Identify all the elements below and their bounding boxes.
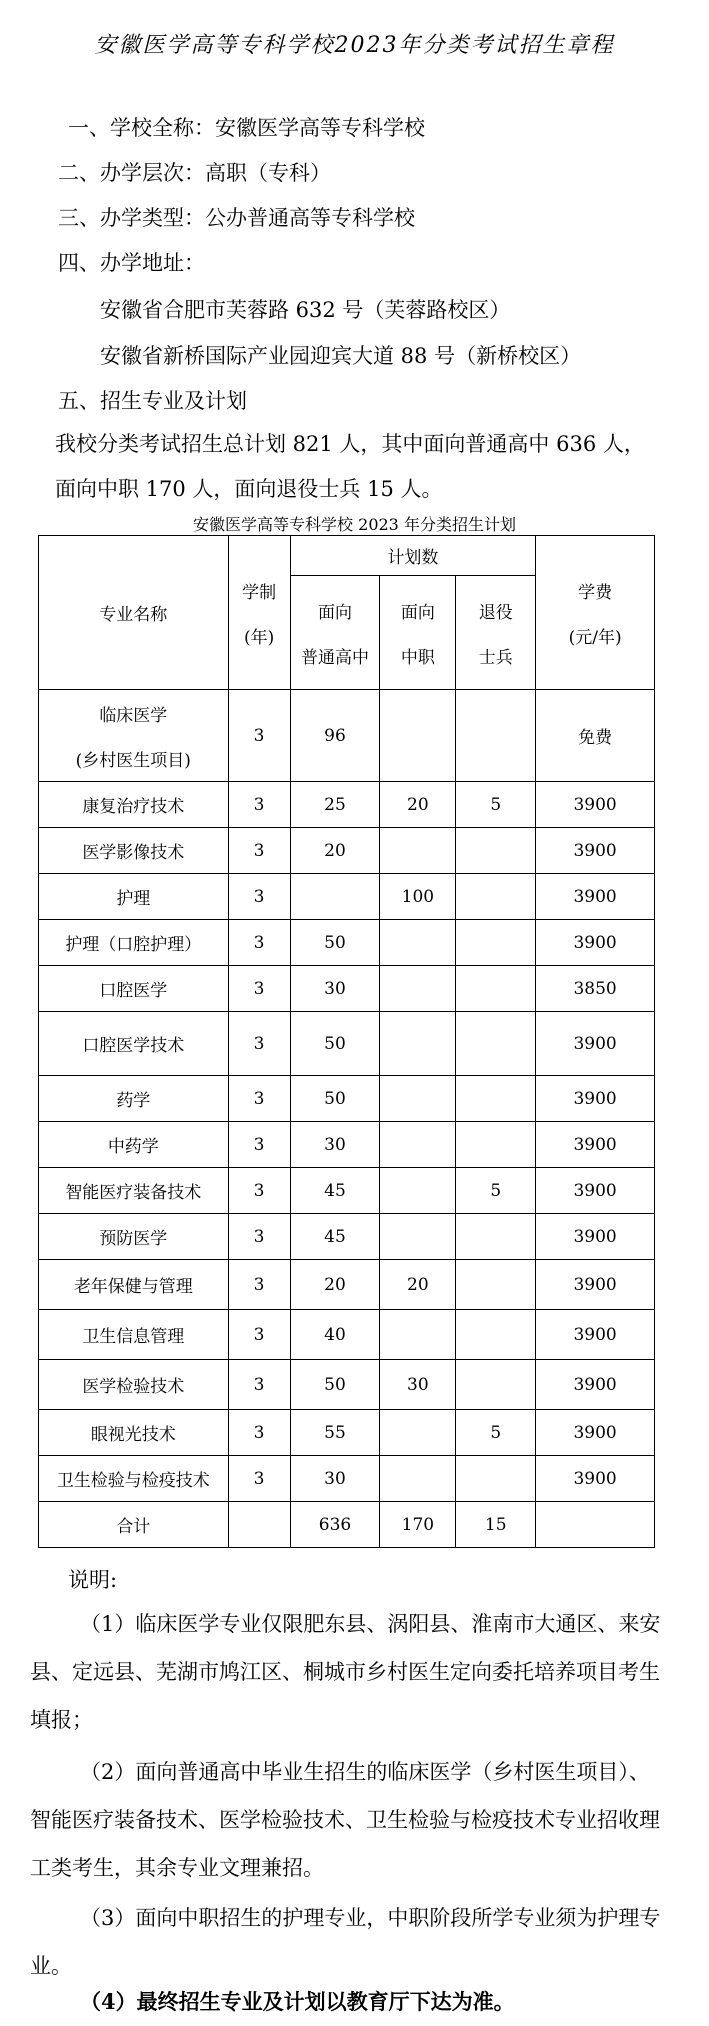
major-name: 护理（口腔护理） xyxy=(39,920,229,966)
fee-cell: 3900 xyxy=(536,1168,655,1214)
years-cell: 3 xyxy=(228,874,290,920)
major-name: 医学影像技术 xyxy=(39,828,229,874)
fee-cell: 3900 xyxy=(536,1410,655,1456)
section-address-heading: 四、办学地址： xyxy=(58,251,205,275)
major-name: 药学 xyxy=(39,1076,229,1122)
veteran-cell xyxy=(456,1360,536,1410)
fee-cell: 3850 xyxy=(536,966,655,1012)
vocational-cell xyxy=(380,690,456,782)
years-cell: 3 xyxy=(228,1214,290,1260)
years-cell: 3 xyxy=(228,920,290,966)
table-row xyxy=(39,920,655,966)
high-school-cell: 30 xyxy=(290,966,380,1012)
years-cell: 3 xyxy=(228,690,290,782)
veteran-cell xyxy=(456,920,536,966)
high-school-cell: 50 xyxy=(290,1012,380,1076)
table-row xyxy=(39,1168,655,1214)
years-cell: 3 xyxy=(228,782,290,828)
vocational-cell xyxy=(380,1012,456,1076)
total-row xyxy=(39,1502,655,1548)
major-name: 智能医疗装备技术 xyxy=(39,1168,229,1214)
document-title: 安徽医学高等专科学校2023年分类考试招生章程 xyxy=(94,33,615,58)
header-years: 学制 (年) xyxy=(228,536,290,690)
major-name: 眼视光技术 xyxy=(39,1410,229,1456)
veteran-cell xyxy=(456,1012,536,1076)
high-school-cell: 50 xyxy=(290,1360,380,1410)
years-cell: 3 xyxy=(228,966,290,1012)
vocational-cell xyxy=(380,1122,456,1168)
total-high-school: 636 xyxy=(290,1502,380,1548)
high-school-cell: 45 xyxy=(290,1214,380,1260)
table-row xyxy=(39,1122,655,1168)
high-school-cell: 55 xyxy=(290,1410,380,1456)
table-row xyxy=(39,1310,655,1360)
fee-cell: 3900 xyxy=(536,1310,655,1360)
veteran-cell xyxy=(456,1456,536,1502)
vocational-cell xyxy=(380,1456,456,1502)
section-level: 二、办学层次：高职（专科） xyxy=(58,161,331,185)
veteran-cell xyxy=(456,690,536,782)
major-name: 中药学 xyxy=(39,1122,229,1168)
table-row xyxy=(39,1410,655,1456)
veteran-cell xyxy=(456,1214,536,1260)
veteran-cell: 5 xyxy=(456,782,536,828)
section-school-name: 一、学校全称：安徽医学高等专科学校 xyxy=(68,116,425,140)
address-xinqiao: 安徽省新桥国际产业园迎宾大道 88 号（新桥校区） xyxy=(100,344,582,368)
header-vocational: 面向 中职 xyxy=(380,576,456,690)
vocational-cell xyxy=(380,1310,456,1360)
fee-cell: 3900 xyxy=(536,920,655,966)
years-cell: 3 xyxy=(228,1410,290,1456)
fee-cell xyxy=(536,1502,655,1548)
table-row xyxy=(39,1260,655,1310)
veteran-cell xyxy=(456,1076,536,1122)
years-cell: 3 xyxy=(228,828,290,874)
table-row xyxy=(39,1076,655,1122)
years-cell xyxy=(228,1502,290,1548)
major-name: 临床医学 (乡村医生项目) xyxy=(39,690,229,782)
fee-cell: 3900 xyxy=(536,1122,655,1168)
table-row xyxy=(39,1456,655,1502)
table-row xyxy=(39,1214,655,1260)
high-school-cell: 20 xyxy=(290,1260,380,1310)
high-school-cell: 45 xyxy=(290,1168,380,1214)
major-name: 口腔医学技术 xyxy=(39,1012,229,1076)
section-plan-heading: 五、招生专业及计划 xyxy=(58,389,247,413)
major-name: 康复治疗技术 xyxy=(39,782,229,828)
veteran-cell: 5 xyxy=(456,1168,536,1214)
header-high-school: 面向 普通高中 xyxy=(290,576,380,690)
table-row xyxy=(39,690,655,782)
header-plan: 计划数 xyxy=(290,536,536,576)
vocational-cell xyxy=(380,1168,456,1214)
major-name: 老年保健与管理 xyxy=(39,1260,229,1310)
vocational-cell xyxy=(380,1076,456,1122)
vocational-cell: 20 xyxy=(380,1260,456,1310)
vocational-cell xyxy=(380,1410,456,1456)
years-cell: 3 xyxy=(228,1260,290,1310)
high-school-cell: 30 xyxy=(290,1456,380,1502)
vocational-cell: 20 xyxy=(380,782,456,828)
table-row xyxy=(39,966,655,1012)
table-row xyxy=(39,1012,655,1076)
high-school-cell: 40 xyxy=(290,1310,380,1360)
vocational-cell: 100 xyxy=(380,874,456,920)
fee-cell: 3900 xyxy=(536,782,655,828)
note-3: （3）面向中职招生的护理专业，中职阶段所学专业须为护理专业。 xyxy=(30,1906,661,1978)
high-school-cell: 96 xyxy=(290,690,380,782)
header-veteran: 退役 士兵 xyxy=(456,576,536,690)
major-name: 卫生检验与检疫技术 xyxy=(39,1456,229,1502)
high-school-cell xyxy=(290,874,380,920)
veteran-cell xyxy=(456,1122,536,1168)
fee-cell: 3900 xyxy=(536,874,655,920)
major-name: 口腔医学 xyxy=(39,966,229,1012)
high-school-cell: 20 xyxy=(290,828,380,874)
major-name: 护理 xyxy=(39,874,229,920)
fee-cell: 3900 xyxy=(536,1012,655,1076)
total-veteran: 15 xyxy=(456,1502,536,1548)
veteran-cell xyxy=(456,828,536,874)
note-4: （4）最终招生专业及计划以教育厅下达为准。 xyxy=(80,1989,515,2014)
table-caption: 安徽医学高等专科学校 2023 年分类招生计划 xyxy=(193,515,516,534)
fee-cell: 3900 xyxy=(536,828,655,874)
plan-summary: 我校分类考试招生总计划 821 人，其中面向普通高中 636 人，面向中职 170 人，面向退役士兵 15 人。 xyxy=(55,432,645,501)
years-cell: 3 xyxy=(228,1456,290,1502)
address-furong: 安徽省合肥市芙蓉路 632 号（芙蓉路校区） xyxy=(100,298,511,322)
fee-cell: 3900 xyxy=(536,1214,655,1260)
fee-cell: 3900 xyxy=(536,1076,655,1122)
high-school-cell: 25 xyxy=(290,782,380,828)
vocational-cell xyxy=(380,966,456,1012)
table-row xyxy=(39,828,655,874)
years-cell: 3 xyxy=(228,1310,290,1360)
major-name: 卫生信息管理 xyxy=(39,1310,229,1360)
vocational-cell xyxy=(380,828,456,874)
note-1: （1）临床医学专业仅限肥东县、涡阳县、淮南市大通区、来安县、定远县、芜湖市鸠江区、桐城市乡村医生定向委托培养项目考生填报； xyxy=(30,1612,661,1732)
vocational-cell: 30 xyxy=(380,1360,456,1410)
years-cell: 3 xyxy=(228,1076,290,1122)
total-vocational: 170 xyxy=(380,1502,456,1548)
fee-cell: 免费 xyxy=(536,690,655,782)
years-cell: 3 xyxy=(228,1122,290,1168)
table-row xyxy=(39,782,655,828)
vocational-cell xyxy=(380,1214,456,1260)
veteran-cell xyxy=(456,966,536,1012)
total-label: 合计 xyxy=(39,1502,229,1548)
high-school-cell: 50 xyxy=(290,920,380,966)
years-cell: 3 xyxy=(228,1360,290,1410)
vocational-cell xyxy=(380,920,456,966)
years-cell: 3 xyxy=(228,1168,290,1214)
high-school-cell: 50 xyxy=(290,1076,380,1122)
major-name: 预防医学 xyxy=(39,1214,229,1260)
table-row xyxy=(39,1360,655,1410)
fee-cell: 3900 xyxy=(536,1360,655,1410)
high-school-cell: 30 xyxy=(290,1122,380,1168)
veteran-cell xyxy=(456,1310,536,1360)
notes-heading: 说明: xyxy=(68,1568,118,1592)
veteran-cell: 5 xyxy=(456,1410,536,1456)
header-major: 专业名称 xyxy=(39,536,229,690)
major-name: 医学检验技术 xyxy=(39,1360,229,1410)
veteran-cell xyxy=(456,874,536,920)
table-row xyxy=(39,874,655,920)
veteran-cell xyxy=(456,1260,536,1310)
section-type: 三、办学类型：公办普通高等专科学校 xyxy=(58,206,415,230)
header-fee: 学费 (元/年) xyxy=(536,536,655,690)
years-cell: 3 xyxy=(228,1012,290,1076)
note-2: （2）面向普通高中毕业生招生的临床医学（乡村医生项目）、智能医疗装备技术、医学检验技术、卫生检验与检疫技术专业招收理工类考生，其余专业文理兼招。 xyxy=(30,1760,660,1880)
fee-cell: 3900 xyxy=(536,1456,655,1502)
fee-cell: 3900 xyxy=(536,1260,655,1310)
enrollment-plan-table xyxy=(38,535,655,1548)
